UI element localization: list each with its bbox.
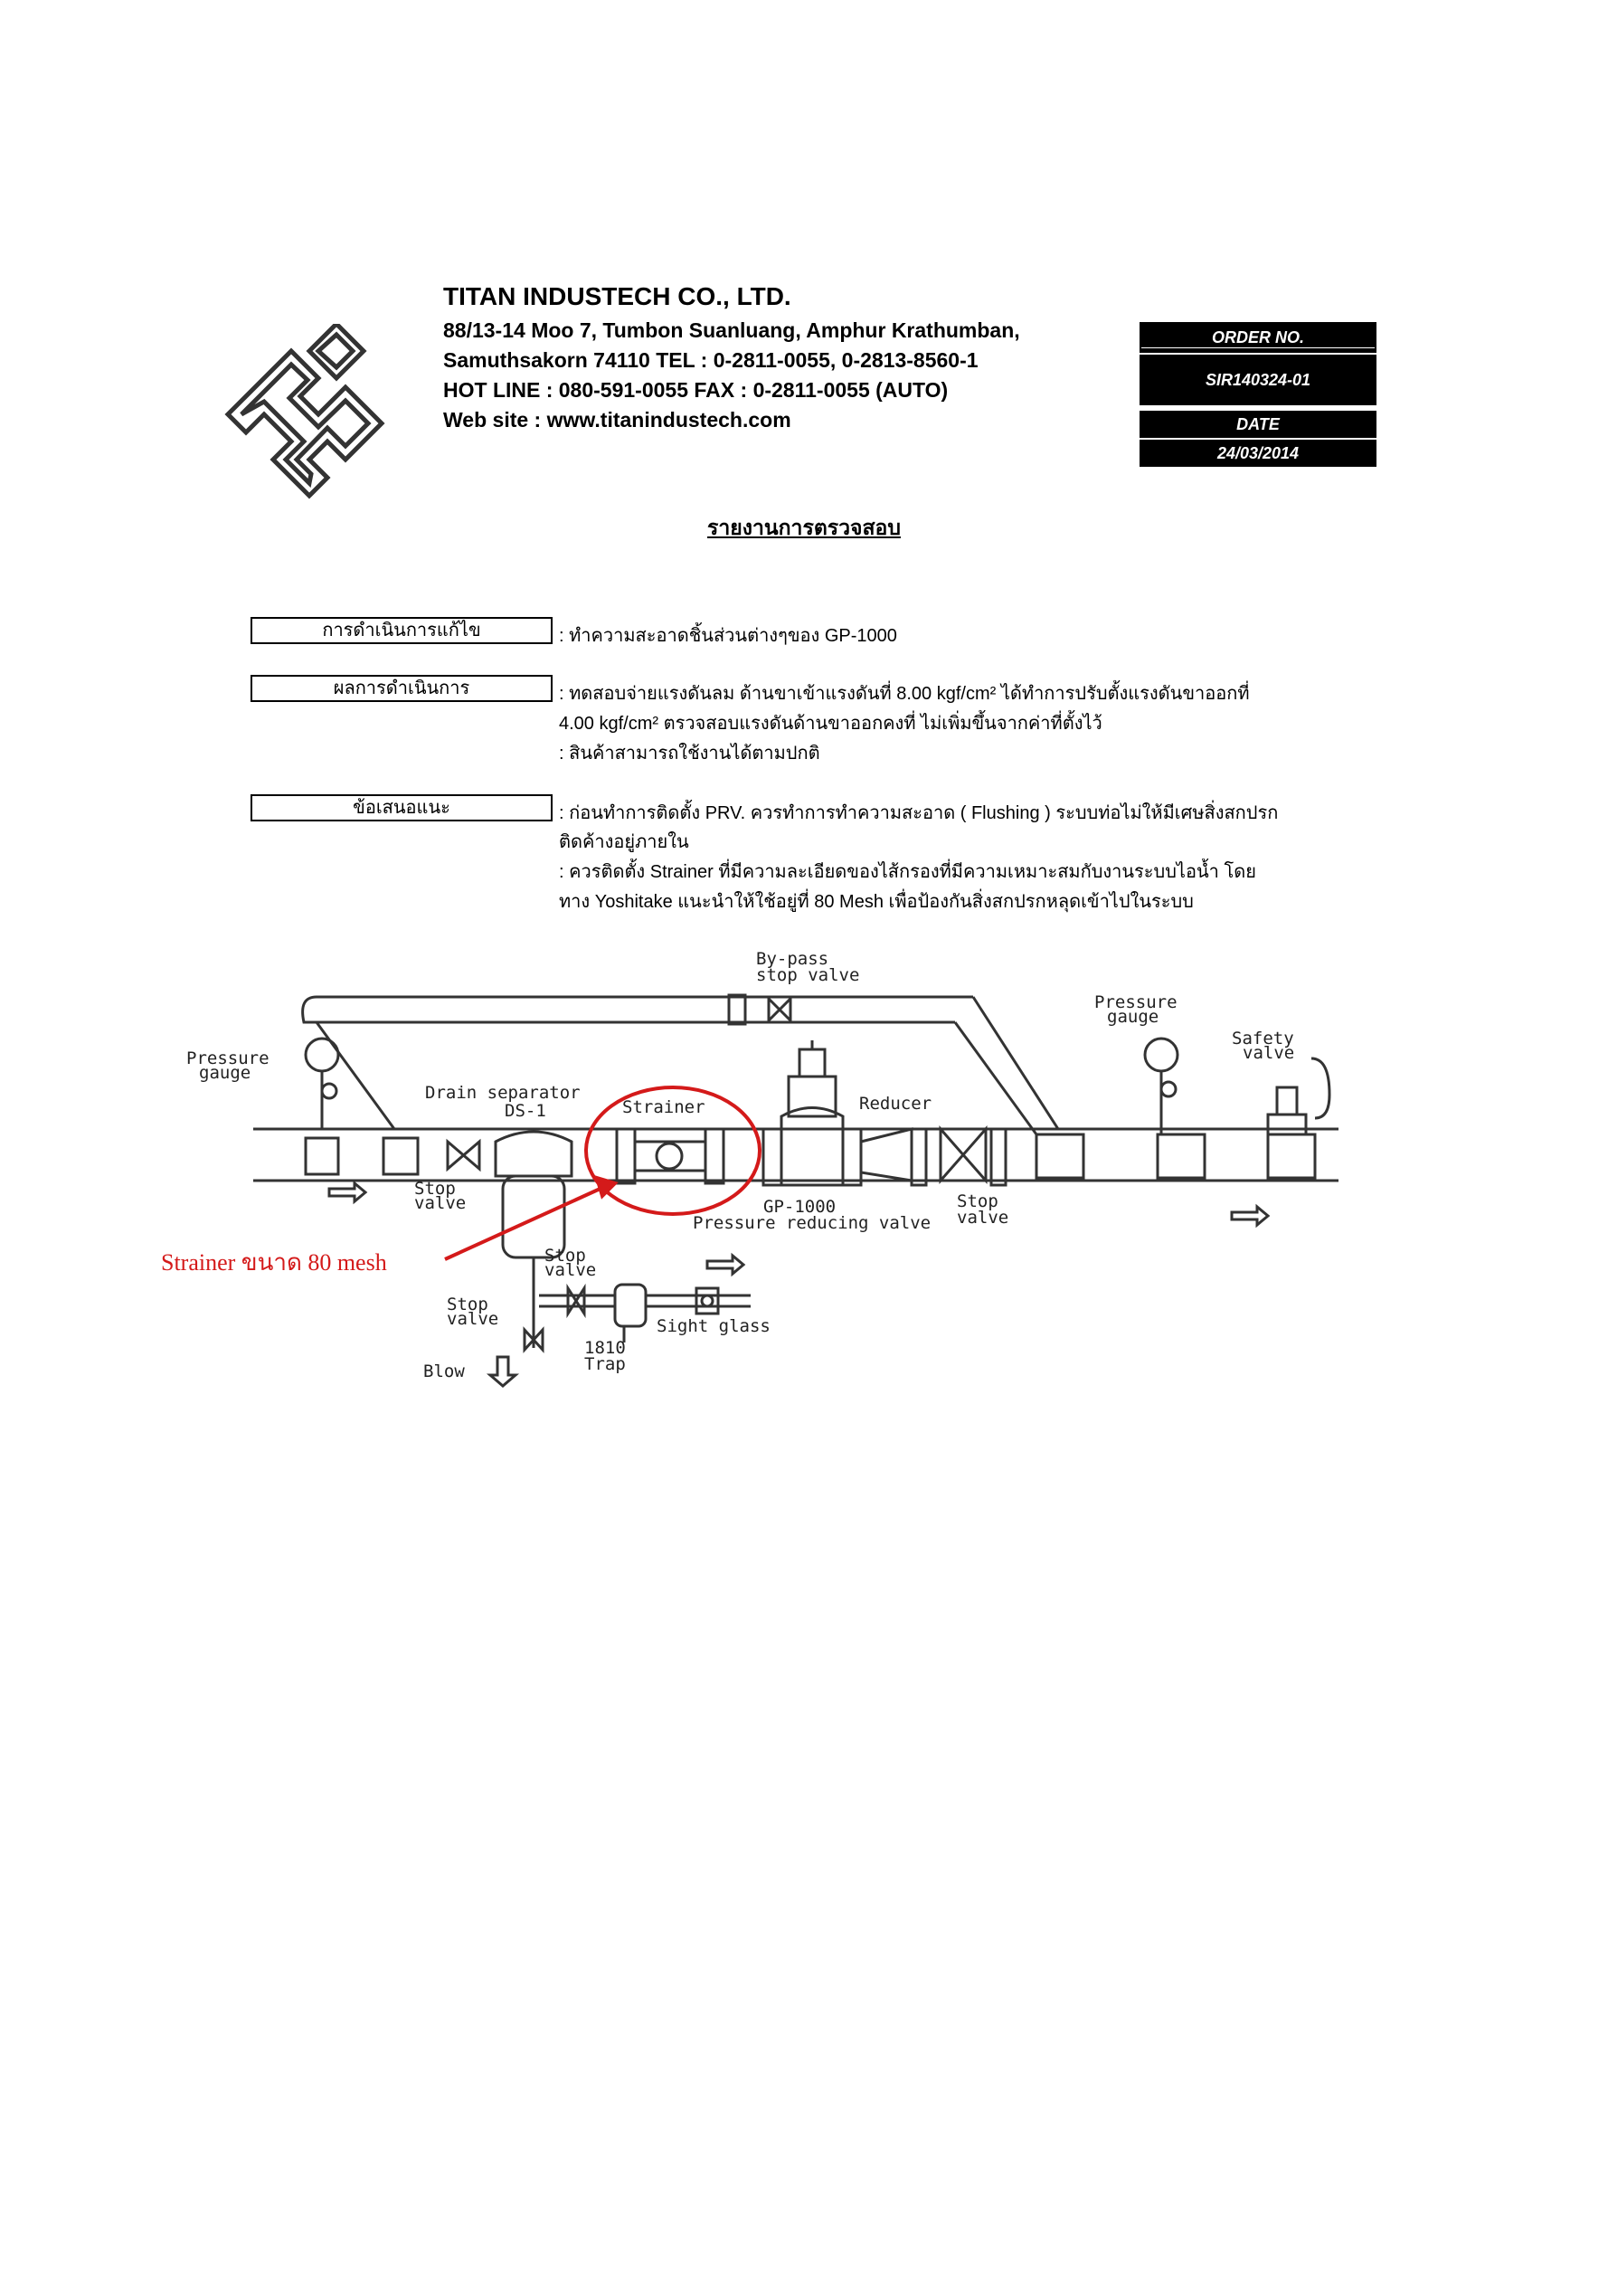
drain-separator-label: Drain separator	[425, 1083, 581, 1103]
section-label-result: ผลการดำเนินการ	[251, 675, 553, 702]
pressure-gauge-left-label: Pressure	[186, 1048, 270, 1068]
stop-valve-branch-label: valve	[544, 1260, 597, 1280]
section-line: : ทดสอบจ่ายแรงดันลม ด้านขาเข้าแรงดันที่ 8.00 kgf/cm² ได้ทำการปรับตั้งแรงดันขาออกที่	[559, 684, 1250, 704]
strainer-label: Strainer	[622, 1097, 705, 1117]
stop-valve-branch-label: Stop	[544, 1246, 586, 1266]
reducer-label: Reducer	[859, 1094, 932, 1114]
date-label-text: DATE	[1236, 415, 1280, 433]
section-line: : ก่อนทำการติดตั้ง PRV. ควรทำการทำความสะอาด ( Flushing ) ระบบท่อไม่ให้มีเศษสิ่งสกปรก	[559, 803, 1279, 823]
order-number-text: SIR140324-01	[1205, 371, 1311, 389]
order-label-text: ORDER NO.	[1211, 328, 1304, 346]
bypass-label: By-pass	[756, 949, 829, 969]
address-line-1: 88/13-14 Moo 7, Tumbon Suanluang, Amphur Krathumban,	[443, 318, 1020, 342]
date-label	[1140, 411, 1376, 438]
prv-label: Pressure reducing valve	[693, 1213, 932, 1233]
trap-label: 1810	[584, 1338, 626, 1358]
stop-valve-right-label: Stop	[957, 1191, 998, 1211]
stop-valve-left-label: Stop	[414, 1179, 456, 1199]
section-line: : ทำความสะอาดชิ้นส่วนต่างๆของ GP-1000	[559, 626, 897, 646]
website-line: Web site : www.titanindustech.com	[443, 408, 791, 432]
order-label	[1140, 322, 1376, 353]
address-line-2: Samuthsakorn 74110 TEL : 0-2811-0055, 0-2813-8560-1	[443, 348, 979, 372]
order-number	[1140, 355, 1376, 405]
pressure-gauge-right-label: gauge	[1107, 1007, 1159, 1027]
section-line: 4.00 kgf/cm² ตรวจสอบแรงดันด้านขาออกคงที่ ไม่เพิ่มขึ้นจากค่าที่ตั้งไว้	[559, 714, 1102, 734]
gp-1000-label: GP-1000	[763, 1197, 837, 1217]
pressure-gauge-right-label: Pressure	[1094, 992, 1178, 1012]
section-label-corrective-action: การดำเนินการแก้ไข	[251, 617, 553, 644]
hotline-line: HOT LINE : 080-591-0055 FAX : 0-2811-0055 (AUTO)	[443, 378, 949, 402]
section-line: : ควรติดตั้ง Strainer ที่มีความละเอียดของไส้กรองที่มีความเหมาะสมกับงานระบบไอน้ำ โดย	[559, 862, 1256, 882]
blow-label: Blow	[423, 1361, 465, 1381]
piping-diagram	[0, 941, 1608, 1393]
section-label-recommendation: ข้อเสนอแนะ	[251, 794, 553, 821]
report-title: รายงานการตรวจสอบ	[707, 516, 901, 539]
date-value	[1140, 440, 1376, 467]
sight-glass-label: Sight glass	[657, 1316, 771, 1336]
stop-valve-low-label: Stop	[447, 1295, 488, 1314]
stop-valve-right-label: valve	[957, 1208, 1009, 1228]
section-line: ทาง Yoshitake แนะนำให้ใช้อยู่ที่ 80 Mesh เพื่อป้องกันสิ่งสกปรกหลุดเข้าไปในระบบ	[559, 892, 1194, 912]
drain-separator-label: DS-1	[505, 1101, 546, 1121]
section-line: : สินค้าสามารถใช้งานได้ตามปกติ	[559, 744, 820, 764]
company-name: TITAN INDUSTECH CO., LTD.	[443, 282, 791, 310]
safety-valve-label: Safety	[1232, 1029, 1294, 1048]
bypass-label: stop valve	[756, 965, 860, 985]
safety-valve-label: valve	[1243, 1043, 1295, 1063]
section-line: ติดค้างอยู่ภายใน	[559, 832, 689, 852]
date-value-text: 24/03/2014	[1216, 444, 1300, 462]
strainer-annotation: Strainer ขนาด 80 mesh	[161, 1249, 387, 1276]
pressure-gauge-left-label: gauge	[199, 1063, 251, 1083]
stop-valve-left-label: valve	[414, 1193, 467, 1213]
stop-valve-low-label: valve	[447, 1309, 499, 1329]
company-logo	[210, 324, 402, 505]
trap-label: Trap	[584, 1354, 626, 1374]
